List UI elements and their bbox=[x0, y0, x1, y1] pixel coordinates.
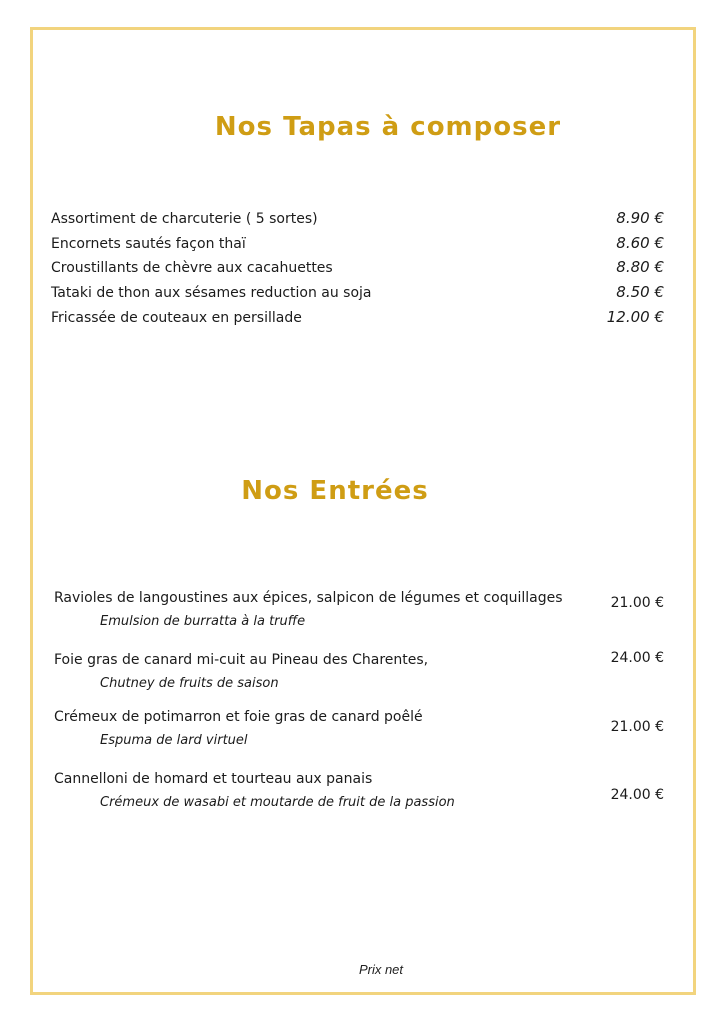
dish-name: Assortiment de charcuterie ( 5 sortes) bbox=[51, 211, 318, 227]
list-item bbox=[51, 231, 664, 256]
dish-description: Chutney de fruits de saison bbox=[100, 676, 279, 691]
dish-price: 24.00 € bbox=[610, 650, 664, 666]
dish-price: 21.00 € bbox=[610, 719, 664, 735]
decorative-border bbox=[30, 27, 696, 995]
tapas-list bbox=[51, 206, 664, 329]
dish-name: Crémeux de potimarron et foie gras de canard poêlé bbox=[54, 709, 423, 725]
list-item bbox=[54, 651, 664, 703]
dish-description: Crémeux de wasabi et moutarde de fruit de la passion bbox=[100, 795, 455, 810]
entrees-section-title: Nos Entrées bbox=[241, 476, 429, 506]
dish-price: 24.00 € bbox=[610, 787, 664, 803]
list-item bbox=[51, 206, 664, 231]
dish-description: Emulsion de burratta à la truffe bbox=[100, 614, 306, 629]
footer-note: Prix net bbox=[358, 962, 404, 977]
list-item bbox=[51, 305, 664, 330]
dish-name: Cannelloni de homard et tourteau aux panais bbox=[54, 771, 373, 787]
list-item bbox=[54, 708, 664, 760]
list-item bbox=[54, 589, 664, 641]
dish-name: Fricassée de couteaux en persillade bbox=[51, 309, 302, 326]
dish-name: Tataki de thon aux sésames reduction au soja bbox=[51, 285, 372, 302]
dish-price: 8.90 € bbox=[616, 209, 664, 227]
dish-price: 21.00 € bbox=[610, 595, 664, 611]
dish-name: Encornets sautés façon thaï bbox=[51, 235, 246, 252]
dish-price: 12.00 € bbox=[606, 307, 664, 326]
dish-price: 8.80 € bbox=[616, 258, 664, 277]
dish-price: 8.60 € bbox=[616, 233, 664, 252]
dish-name: Croustillants de chèvre aux cacahuettes bbox=[51, 260, 333, 277]
dish-description: Espuma de lard virtuel bbox=[100, 733, 248, 748]
dish-name: Foie gras de canard mi-cuit au Pineau des Charentes, bbox=[54, 652, 429, 668]
list-item bbox=[51, 255, 664, 280]
tapas-section-title: Nos Tapas à composer bbox=[214, 112, 562, 142]
list-item bbox=[51, 280, 664, 305]
list-item bbox=[54, 770, 664, 822]
dish-price: 8.50 € bbox=[616, 283, 664, 302]
dish-name: Ravioles de langoustines aux épices, salpicon de légumes et coquillages bbox=[54, 590, 563, 606]
